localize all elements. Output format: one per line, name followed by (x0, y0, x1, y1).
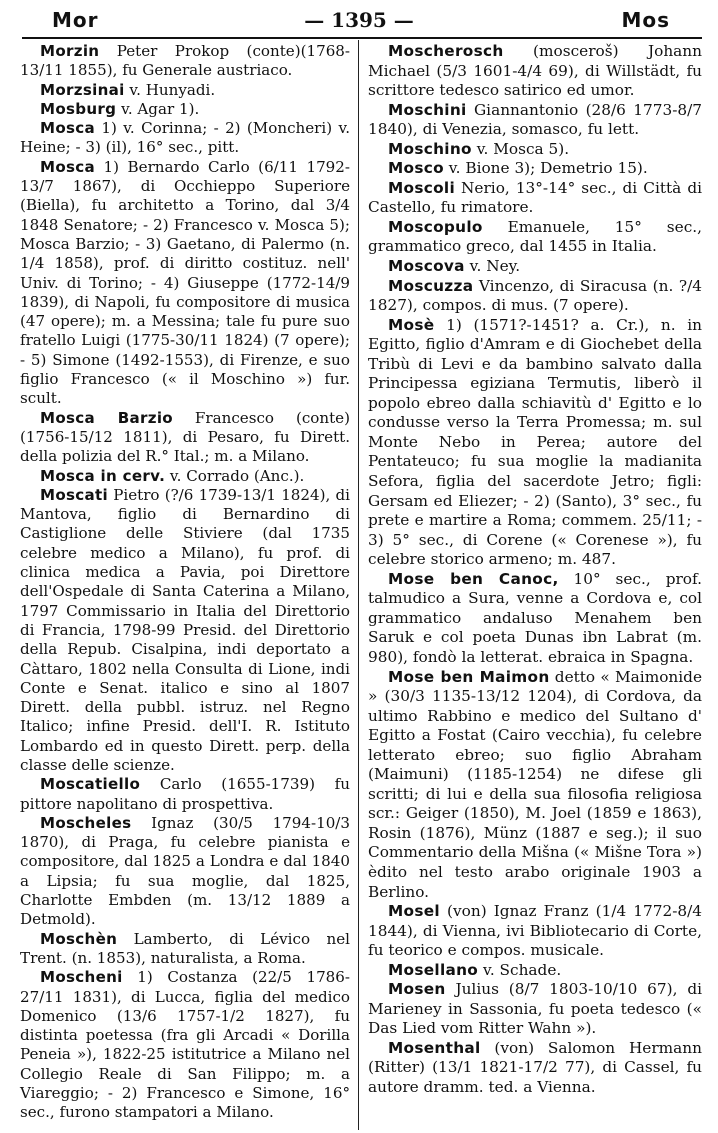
dictionary-entry (368, 980, 702, 1039)
entry-headword: Moscherosch (388, 42, 504, 60)
entry-text: v. Bione 3); Demetrio 15). (443, 159, 648, 178)
entry-text: v. Corrado (Anc.). (165, 466, 305, 485)
entry-headword: Moscova (388, 257, 465, 276)
entry-text: Giannantonio (28/6 1773-8/7 1840), di Venezia, somasco, fu lett. (368, 100, 702, 139)
entry-text: (von) Salomon Hermann (Ritter) (13/1 1821-17/2 77), di Cassel, fu autore dramm. ted. a Vienna. (368, 1038, 702, 1096)
entry-headword: Mosè (388, 315, 435, 334)
entry-headword: Mosco (388, 159, 444, 178)
dictionary-entry (368, 140, 702, 160)
entry-headword: Moscheles (40, 813, 132, 832)
left-column (20, 42, 350, 1123)
entry-headword: Mosenthal (388, 1038, 481, 1057)
dictionary-entry (368, 218, 702, 257)
entry-text: v. Hunyadi. (124, 80, 216, 99)
entry-headword: Mosellano (388, 960, 479, 979)
entry-text: 1) Bernardo Carlo (6/11 1792-13/7 1867), di Occhieppo Superiore (Biella), fu architetto a Torino, dal 3/4 1848 Senatore; - 2) Francesco v. Mosca 5); Mosca Barzio; - 3) Gaetano, di Palermo (n. 1/4 1858), prof. di diritto costituz. nell' Univ. di Torino; - 4) Giuseppe (1772-14/9 1839), di Napoli, fu compositore di musica (47 opere); m. a Messina; tale fu pure suo fratello Luigi (1775-30/11 1824) (7 opere); - 5) Simone (1492-1553), di Firenze, e suo figlio Francesco (« il Moschino ») fur. scult. (20, 157, 350, 408)
dictionary-entry (20, 814, 350, 930)
entry-headword: Moscati (40, 485, 108, 504)
page-number: — 1395 — (304, 8, 414, 32)
right-column (368, 42, 702, 1098)
dictionary-entry (368, 277, 702, 316)
entry-headword: Moschini (388, 100, 467, 119)
page-header (0, 0, 718, 36)
entry-headword: Mosca Barzio (40, 408, 173, 427)
entry-text: v. Ney. (464, 257, 521, 276)
entry-text: Vincenzo, di Siracusa (n. ?/4 1827), compos. di mus. (7 opere). (368, 276, 702, 315)
dictionary-entry (20, 467, 350, 486)
entry-text: v. Agar 1). (116, 99, 200, 118)
dictionary-entry (368, 159, 702, 179)
dictionary-entry (368, 179, 702, 218)
dictionary-entry (368, 961, 702, 981)
entry-headword: Mosca (40, 119, 96, 138)
dictionary-entry (20, 486, 350, 775)
dictionary-entry (20, 42, 350, 81)
header-rule (22, 37, 702, 39)
entry-text: (mosceroš) Johann Michael (5/3 1601-4/4 69), di Willstädt, fu scrittore tedesco satirico ed umor. (368, 42, 702, 100)
entry-headword: Mose ben Maimon (388, 667, 550, 686)
dictionary-entry (20, 409, 350, 467)
entry-text: Francesco (conte) (1756-15/12 1811), di Pesaro, fu Dirett. della polizia del R.° Ital.; m. a Milano. (20, 408, 350, 466)
dictionary-entry (20, 158, 350, 409)
entry-headword: Mose ben Canoc, (388, 569, 559, 588)
entry-text: Pietro (?/6 1739-13/1 1824), di Mantova, figlio di Bernardino di Castiglione delle Stiviere (dal 1735 celebre medico a Milano), fu prof. di clinica medica a Pavia, poi Direttore dell'Ospedale di Santa Caterina a Milano, 1797 Commissario in Italia del Direttorio di Francia, 1798-99 Presid. del Direttorio della Repub. Cisalpina, indi deportato a Càttaro, 1802 nella Consulta di Lione, indi Conte e Senat. italico e sino al 1807 Dirett. della pubbl. istruz. nel Regno Italico; infine Presid. dell'I. R. Istituto Lombardo ed in questo Dirett. perp. della classe delle scienze. (20, 485, 350, 774)
entry-headword: Mosburg (40, 99, 117, 118)
entry-headword: Moscheni (40, 968, 123, 987)
dictionary-entry (368, 257, 702, 277)
dictionary-entry (368, 570, 702, 668)
entry-text: v. Schade. (478, 960, 562, 979)
entry-text: 1) (1571?-1451? a. Cr.), n. in Egitto, figlio d'Amram e di Giochebet della Tribù di Levi e da bambino salvato dalla Principessa egiziana Termutis, liberò il popolo ebreo dalla schiavitù d' Egitto e lo condusse verso la Terra Promessa; m. sul Monte Nebo in Perea; autore del Pentateuco; fu sua moglie la madianita Sefora, figlia del sacerdote Jetro; figli: Gersam ed Eliezer; - 2) (Santo), 3° sec., fu prete e martire a Roma; commem. 25/11; - 3) 5° sec., di Corene (« Corenese »), fu celebre storico armeno; m. 487. (368, 315, 702, 569)
dictionary-entry (368, 668, 702, 903)
dictionary-entry (20, 930, 350, 969)
entry-headword: Moscatiello (40, 775, 141, 794)
entry-headword: Morzin (40, 42, 100, 60)
entry-headword: Mosel (388, 902, 440, 921)
entry-text: 1) v. Corinna; - 2) (Moncheri) v. Heine; - 3) (il), 16° sec., pitt. (20, 119, 350, 157)
dictionary-entry (368, 1039, 702, 1098)
entry-headword: Moschèn (40, 929, 118, 948)
dictionary-entry (368, 101, 702, 140)
column-divider (358, 40, 359, 1130)
entry-headword: Mosen (388, 980, 446, 999)
entry-text: Emanuele, 15° sec., grammatico greco, dal 1455 in Italia. (368, 217, 702, 256)
entry-text: Peter Prokop (conte)(1768-13/11 1855), fu Generale austriaco. (20, 42, 350, 80)
entry-text: 10° sec., prof. talmudico a Sura, venne a Cordova e, col grammatico andaluso Menahem ben Saruk e col poeta Dunas ibn Labrat (m. 980), fondò la letterat. ebraica in Spagna. (368, 569, 702, 666)
dictionary-entry (20, 119, 350, 158)
entry-headword: Moscuzza (388, 276, 474, 295)
entry-text: detto « Maimonide » (30/3 1135-13/12 1204), di Cordova, da ultimo Rabbino e medico del Sultano d' Egitto a Fostat (Cairo vecchia), fu celebre letterato ebreo; suo figlio Abraham (Maimuni) (1185-1254) ne difese gli scritti; di lui e della sua filosofia religiosa scr.: Geiger (1850), M. Joel (1859 e 1863), Rosin (1876), Münz (1887 e seg.); il suo Commentario della Mišna (« Mišne Tora ») èdito nel testo arabo originale 1903 a Berlino. (368, 667, 702, 901)
dictionary-entry (20, 775, 350, 814)
entry-text: Nerio, 13°-14° sec., di Città di Castello, fu rimatore. (368, 178, 702, 217)
dictionary-entry (368, 902, 702, 961)
entry-headword: Mosca in cerv. (40, 466, 166, 485)
entry-headword: Moscopulo (388, 217, 483, 236)
entry-headword: Mosca (40, 157, 96, 176)
entry-text: Julius (8/7 1803-10/10 67), di Marieney in Sassonia, fu poeta tedesco (« Das Lied vom Ritter Wahn »). (368, 980, 702, 1038)
entry-text: Carlo (1655-1739) fu pittore napolitano di prospettiva. (20, 775, 350, 813)
running-head-right: Mos (621, 8, 670, 32)
entry-text: (von) Ignaz Franz (1/4 1772-8/4 1844), di Vienna, ivi Bibliotecario di Corte, fu teorico e compos. musicale. (368, 902, 702, 960)
dictionary-entry (20, 100, 350, 119)
entry-headword: Morzsinai (40, 80, 125, 99)
dictionary-entry (20, 968, 350, 1122)
dictionary-entry (368, 42, 702, 101)
dictionary-entry (20, 81, 350, 100)
entry-text: 1) Costanza (22/5 1786-27/11 1831), di Lucca, figlia del medico Domenico (13/6 1757-1/2 1827), fu distinta poetessa (fra gli Arcadi « Dorilla Peneia »), 1822-25 istitutrice a Milano nel Collegio Reale di San Filippo; m. a Viareggio; - 2) Francesco e Simone, 16° sec., furono stampatori a Milano. (20, 968, 350, 1122)
entry-text: Ignaz (30/5 1794-10/3 1870), di Praga, fu celebre pianista e compositore, dal 1825 a Londra e dal 1840 a Lipsia; fu sua moglie, dal 1825, Charlotte Embden (m. 13/12 1889 a Detmold). (20, 813, 350, 929)
running-head-left: Mor (52, 8, 99, 32)
entry-text: v. Mosca 5). (471, 139, 570, 158)
entry-text: Lamberto, di Lévico nel Trent. (n. 1853), naturalista, a Roma. (20, 929, 350, 967)
entry-headword: Moschino (388, 139, 472, 158)
entry-headword: Moscoli (388, 178, 455, 197)
dictionary-entry (368, 316, 702, 570)
